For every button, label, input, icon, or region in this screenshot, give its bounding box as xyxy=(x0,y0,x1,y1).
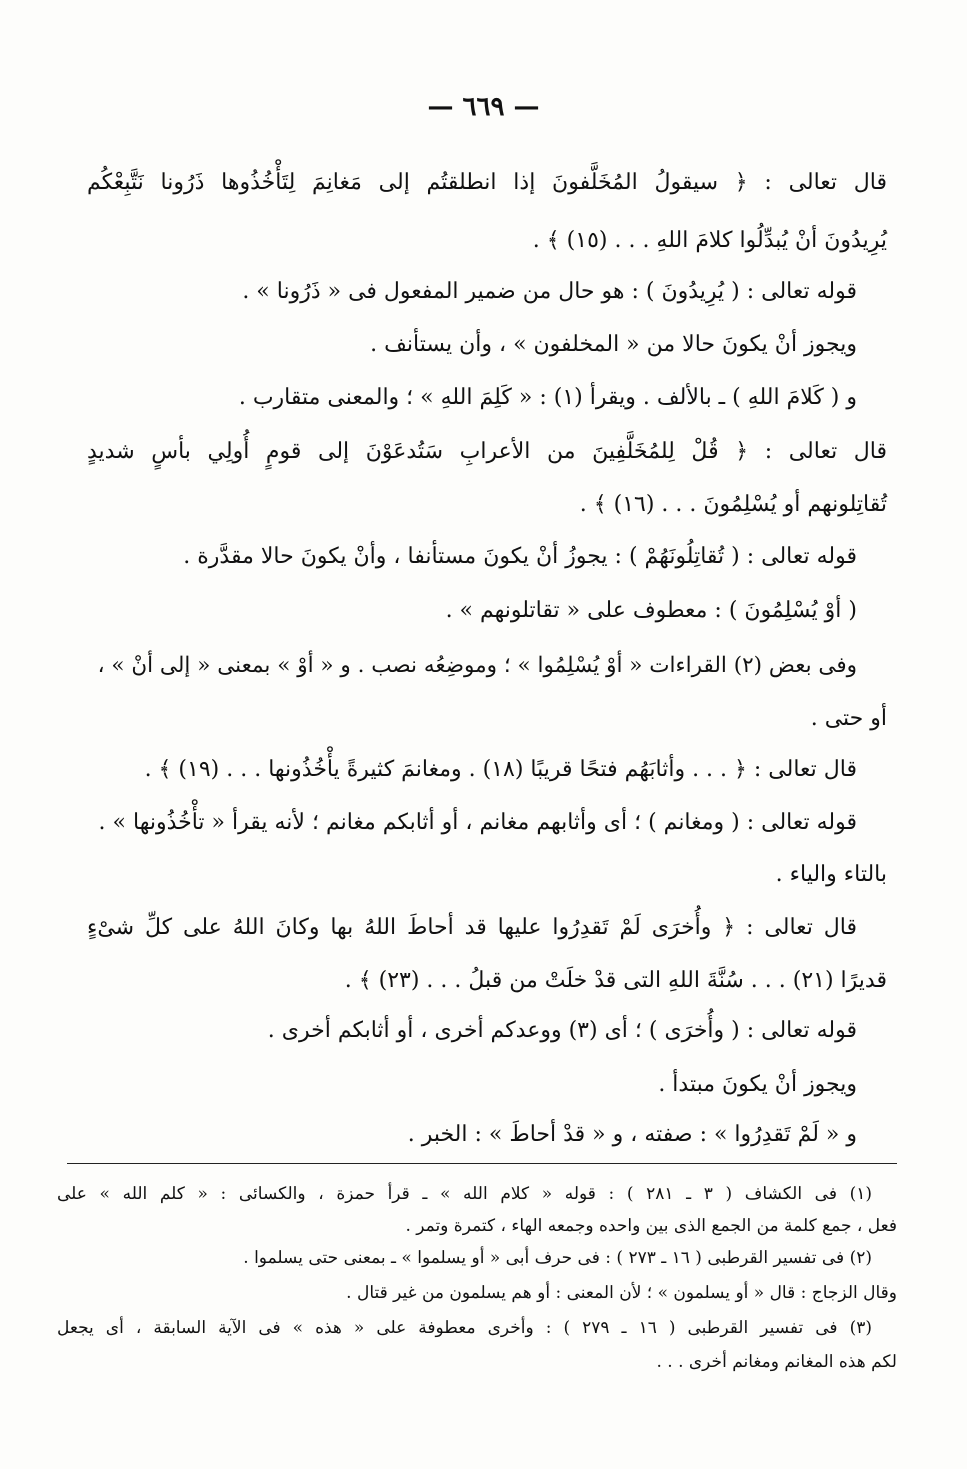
text-line-14: بالتاء والياء . xyxy=(775,862,887,887)
text-line-17: قوله تعالى : ( وأُخرَى ) ؛ أى (٣) ووعدكم أخرى ، أو أثابكم أخرى . xyxy=(267,1018,857,1043)
text-line-19: و « لَمْ تَقدِرُوا » : صفته ، و « قدْ أحاطَ » : الخبر . xyxy=(407,1122,857,1147)
footnote-separator xyxy=(67,1163,897,1164)
footnote-line-5: (٣) فى تفسير القرطبى ( ١٦ ـ ٢٧٩ ) : وأخرى معطوفة على « هذه » فى الآية السابقة ، أى يجعل xyxy=(57,1318,872,1338)
text-line-4: ويجوز أنْ يكونَ حالا من « المخلفون » ، وأن يستأنف . xyxy=(370,332,857,357)
footnote-line-1: (١) فى الكشاف ( ٣ ـ ٢٨١ ) : قوله « كلام الله » ـ قرأ حمزة ، والكسائى : « كلم الله » على xyxy=(57,1184,872,1204)
text-line-1: قال تعالى : ﴿ سيقولُ المُخَلَّفونَ إذا انطلقتُم إلى مَغانِمَ لِتَأْخُذُوها ذَرُونا نَتَّبِعْكُم xyxy=(87,170,887,195)
text-line-12: قال تعالى : ﴿ . . . وأثابَهُم فتحًا قريبًا (١٨) . ومغانمَ كثيرةً يأْخُذُونها . . . (١٩) ﴾ . xyxy=(144,757,857,782)
text-line-8: قوله تعالى : ( تُقاتِلُونَهُمْ ) : يجوزُ أنْ يكونَ مستأنفا ، وأنْ يكونَ حالا مقدَّرة . xyxy=(183,544,857,569)
text-line-18: ويجوز أنْ يكونَ مبتدأ . xyxy=(658,1072,857,1097)
text-line-16: قديرًا (٢١) . . . سُنَّةَ اللهِ التى قدْ خلَتْ من قبلُ . . . (٢٣) ﴾ . xyxy=(344,968,887,993)
text-line-9: ( أوْ يُسْلِمُونَ ) : معطوف على « تقاتلونهم » . xyxy=(445,598,857,623)
footnote-line-6: لكم هذه المغانم ومغانم أخرى . . . xyxy=(656,1352,897,1372)
text-line-6: قال تعالى : ﴿ قُلْ لِلمُخَلَّفِينَ من الأعرابِ سَتُدعَوْنَ إلى قومٍ أُولِي بأسٍ شديدٍ xyxy=(87,439,887,464)
text-line-2: يُرِيدُونَ أنْ يُبدِّلُوا كلامَ اللهِ . . . (١٥) ﴾ . xyxy=(532,228,887,253)
page-number: — ٦٦٩ — xyxy=(427,92,540,122)
footnote-line-4: وقال الزجاج : قال « أو يسلمون » ؛ لأن المعنى : أو هم يسلمون من غير قتال . xyxy=(346,1283,897,1303)
text-line-5: و ( كَلامَ اللهِ ) ـ بالألف . ويقرأ (١) : « كَلِمَ اللهِ » ؛ والمعنى متقارب . xyxy=(238,385,857,410)
text-line-13: قوله تعالى : ( ومغانم ) ؛ أى وأثابهم مغانم ، أو أثابكم مغانم ؛ لأنه يقرأ « تأْخُذُونها » . xyxy=(98,810,857,835)
text-line-11: أو حتى . xyxy=(810,706,887,731)
text-line-3: قوله تعالى : ( يُرِيدُونَ ) : هو حال من ضمير المفعول فى « ذَرُونا » . xyxy=(242,279,857,304)
footnote-line-3: (٢) فى تفسير القرطبى ( ١٦ ـ ٢٧٣ ) : فى حرف أبى « أو يسلموا » ـ بمعنى حتى يسلموا . xyxy=(243,1248,872,1268)
text-line-15: قال تعالى : ﴿ وأُخرَى لَمْ تَقدِرُوا عليها قد أحاطَ اللهُ بها وكانَ اللهُ على كلِّ شىْءٍ xyxy=(87,915,857,940)
text-line-10: وفى بعض (٢) القراءات « أوْ يُسْلِمُوا » ؛ وموضِعُه نصب . و « أوْ » بمعنى « إلى أنْ » ، xyxy=(97,653,857,678)
footnote-line-2: فعل ، جمع كلمة من الجمع الذى بين واحده وجمعه الهاء ، كتمرة وتمر . xyxy=(405,1216,897,1236)
text-line-7: تُقاتِلونهم أو يُسْلِمُونَ . . . (١٦) ﴾ . xyxy=(579,492,887,517)
